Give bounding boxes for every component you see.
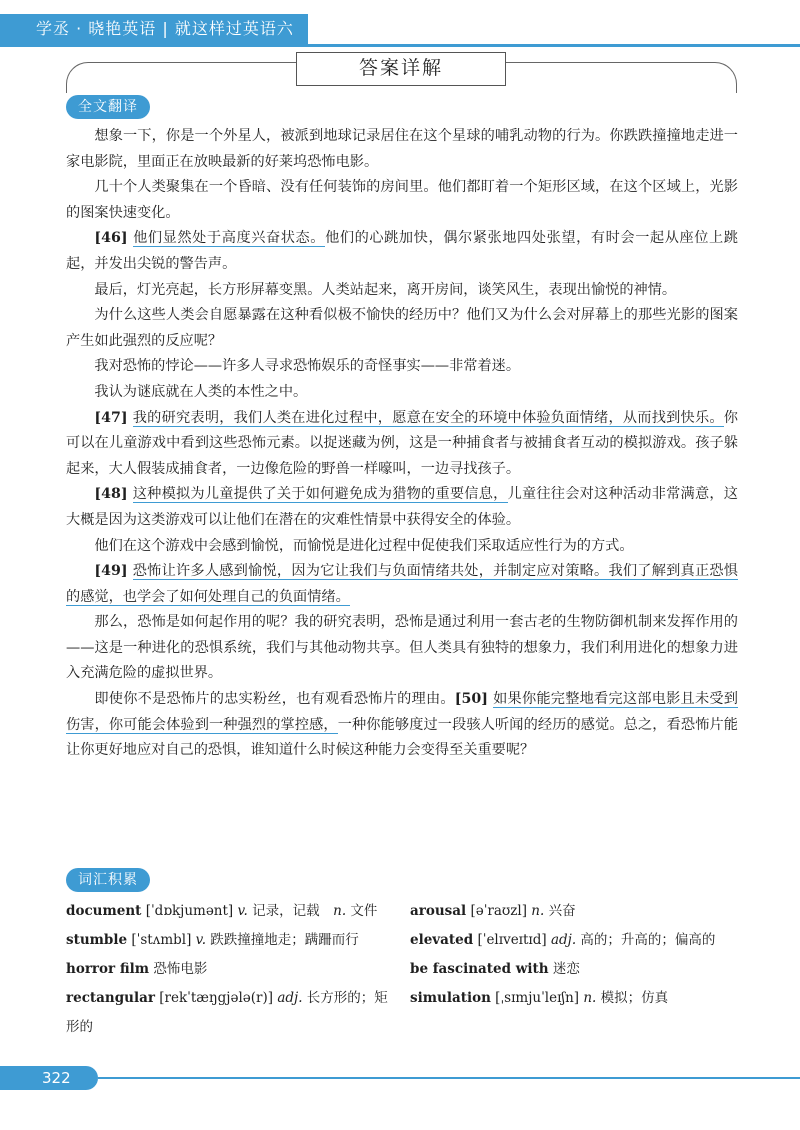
vocab-word: rectangular xyxy=(66,990,155,1006)
paragraph xyxy=(66,303,738,354)
text-run: 为什么这些人类会自愿暴露在这种看似极不愉快的经历中？他们又为什么会对屏幕上的那些光影的图案产生如此强烈的反应呢？ xyxy=(66,307,738,349)
paragraph xyxy=(66,124,738,175)
text-run: 他们的心跳加快，偶尔紧张地四处张望，有时会一起从座位上跳起，并发出尖锐的警告声。 xyxy=(66,230,738,272)
vocab-ipa: [ˈdɒkjumənt] xyxy=(141,903,238,919)
text-run: 一种你能够度过一段骇人听闻的经历的感觉。总之，看恐怖片能让你更好地应对自己的恐惧，谁知道什么时候这种能力会变得至关重要呢？ xyxy=(66,716,738,759)
vocab-ipa: [əˈraʊzl] xyxy=(466,903,532,919)
header-rule xyxy=(0,44,800,47)
question-marker: [49] xyxy=(94,563,133,580)
vocab-word: arousal xyxy=(410,903,467,919)
vocab-pos: v. xyxy=(237,903,248,919)
series-header: 学丞 · 晓艳英语 | 就这样过英语六级 xyxy=(0,14,308,44)
question-marker: [46] xyxy=(94,230,134,247)
vocab-pos: v. xyxy=(195,932,206,948)
text-run: 即使你不是恐怖片的忠实粉丝，也有观看恐怖片的理由。 xyxy=(94,691,455,708)
vocab-entry xyxy=(66,955,396,984)
vocab-def: 高的；升高的；偏高的 xyxy=(576,932,716,948)
vocab-ipa: [ˈelɪveɪtɪd] xyxy=(473,932,551,948)
text-run: 几十个人类聚集在一个昏暗、没有任何装饰的房间里。他们都盯着一个矩形区域，在这个区域上，光影的图案快速变化。 xyxy=(66,179,738,221)
text-run: 我对恐怖的悖论——许多人寻求恐怖娱乐的奇怪事实——非常着迷。 xyxy=(94,358,521,375)
vocab-word: stumble xyxy=(66,932,128,948)
title-ornament-left xyxy=(66,62,307,93)
footer-rule xyxy=(98,1077,800,1079)
text-run: 我认为谜底就在人类的本性之中。 xyxy=(94,383,308,400)
answer-sentence: 恐怖让许多人感到愉悦，因为它让我们与负面情绪共处，并制定应对策略。我们了解到真正恐惧的感觉，也学会了如何处理自己的负面情绪。 xyxy=(66,563,738,605)
vocab-list-right xyxy=(410,897,740,1013)
paragraph xyxy=(66,380,738,406)
paragraph xyxy=(66,406,738,483)
text-run: 最后，灯光亮起，长方形屏幕变黑。人类站起来，离开房间，谈笑风生，表现出愉悦的神情。 xyxy=(94,281,677,298)
vocab-def: 跌跌撞撞地走；蹒跚而行 xyxy=(206,932,359,948)
vocab-entry xyxy=(66,984,396,1042)
vocab-word: elevated xyxy=(410,932,474,948)
answer-sentence: 如果你能完整地看完这部电影且未受到伤害，你可能会体验到一种强烈的掌控感， xyxy=(66,691,738,733)
vocab-def: 迷恋 xyxy=(552,961,580,977)
text-run: 想象一下，你是一个外星人，被派到地球记录居住在这个星球的哺乳动物的行为。你跌跌撞撞地走进一家电影院，里面正在放映最新的好莱坞恐怖电影。 xyxy=(66,128,738,170)
text-run: 那么，恐怖是如何起作用的呢？我的研究表明，恐怖是通过利用一套古老的生物防御机制来发挥作用的——这是一种进化的恐惧系统，我们与其他动物共享。但人类具有独特的想象力，我们利用进化的想象力进入充满危险的虚拟世界。 xyxy=(66,614,738,682)
answer-sentence: 他们显然处于高度兴奋状态。 xyxy=(133,230,326,247)
question-marker: [47] xyxy=(94,409,133,426)
vocab-entry xyxy=(410,926,740,955)
translation-body xyxy=(66,124,738,764)
vocab-entry xyxy=(410,955,740,984)
vocab-pos2: n. xyxy=(333,903,347,919)
vocab-def: 恐怖电影 xyxy=(153,961,208,977)
answer-sentence: 这种模拟为儿童提供了关于如何避免成为猎物的重要信息， xyxy=(132,486,508,503)
paragraph xyxy=(66,226,738,277)
vocab-entry xyxy=(66,926,396,955)
vocab-ipa: [rekˈtæŋgjələ(r)] xyxy=(154,990,278,1006)
vocab-word: document xyxy=(66,903,142,919)
paragraph xyxy=(66,610,738,687)
vocab-ipa: [ˈstʌmbl] xyxy=(127,932,196,948)
vocab-def: 记录，记载 xyxy=(247,903,334,919)
question-marker: [48] xyxy=(94,486,133,503)
paragraph xyxy=(66,559,738,610)
title-ornament-right xyxy=(496,62,737,93)
text-run: 你可以在儿童游戏中看到这些恐怖元素。以捉迷藏为例，这是一种捕食者与被捕食者互动的模拟游戏。孩子躲起来，大人假装成捕食者，一边像危险的野兽一样嚎叫，一边寻找孩子。 xyxy=(66,409,738,477)
paragraph xyxy=(66,354,738,380)
vocab-list-left xyxy=(66,897,396,1042)
paragraph xyxy=(66,175,738,226)
vocab-pos: adj. xyxy=(277,990,303,1006)
paragraph xyxy=(66,482,738,533)
vocab-def2: 文件 xyxy=(346,903,378,919)
vocab-word: be fascinated with xyxy=(410,961,549,977)
page-number: 322 xyxy=(0,1066,98,1090)
vocab-entry xyxy=(410,897,740,926)
text-run: 儿童往往会对这种活动非常满意，这大概是因为这类游戏可以让他们在潜在的灾难性情景中获得安全的体验。 xyxy=(66,486,738,528)
vocab-word: simulation xyxy=(410,990,491,1006)
section-badge-vocab: 词汇积累 xyxy=(66,868,150,892)
vocab-pos: adj. xyxy=(550,932,577,948)
vocab-def: 模拟；仿真 xyxy=(596,990,669,1006)
paragraph xyxy=(66,278,738,304)
vocab-entry xyxy=(66,897,396,926)
answer-sentence: 我的研究表明，我们人类在进化过程中，愿意在安全的环境中体验负面情绪，从而找到快乐。 xyxy=(132,409,724,426)
question-marker: [50] xyxy=(454,691,494,708)
vocab-word: horror film xyxy=(66,961,150,977)
paragraph xyxy=(66,687,738,764)
section-badge-translation: 全文翻译 xyxy=(66,95,150,119)
vocab-entry xyxy=(410,984,740,1013)
paragraph xyxy=(66,534,738,560)
page-title: 答案详解 xyxy=(296,52,506,86)
vocab-ipa: [ˌsɪmjuˈleɪʃn] xyxy=(490,990,584,1006)
vocab-pos: n. xyxy=(531,903,545,919)
text-run: 他们在这个游戏中会感到愉悦，而愉悦是进化过程中促使我们采取适应性行为的方式。 xyxy=(94,537,634,554)
vocab-pos: n. xyxy=(583,990,597,1006)
vocab-def: 兴奋 xyxy=(544,903,576,919)
vocab-def: 长方形的；矩形的 xyxy=(66,990,388,1035)
